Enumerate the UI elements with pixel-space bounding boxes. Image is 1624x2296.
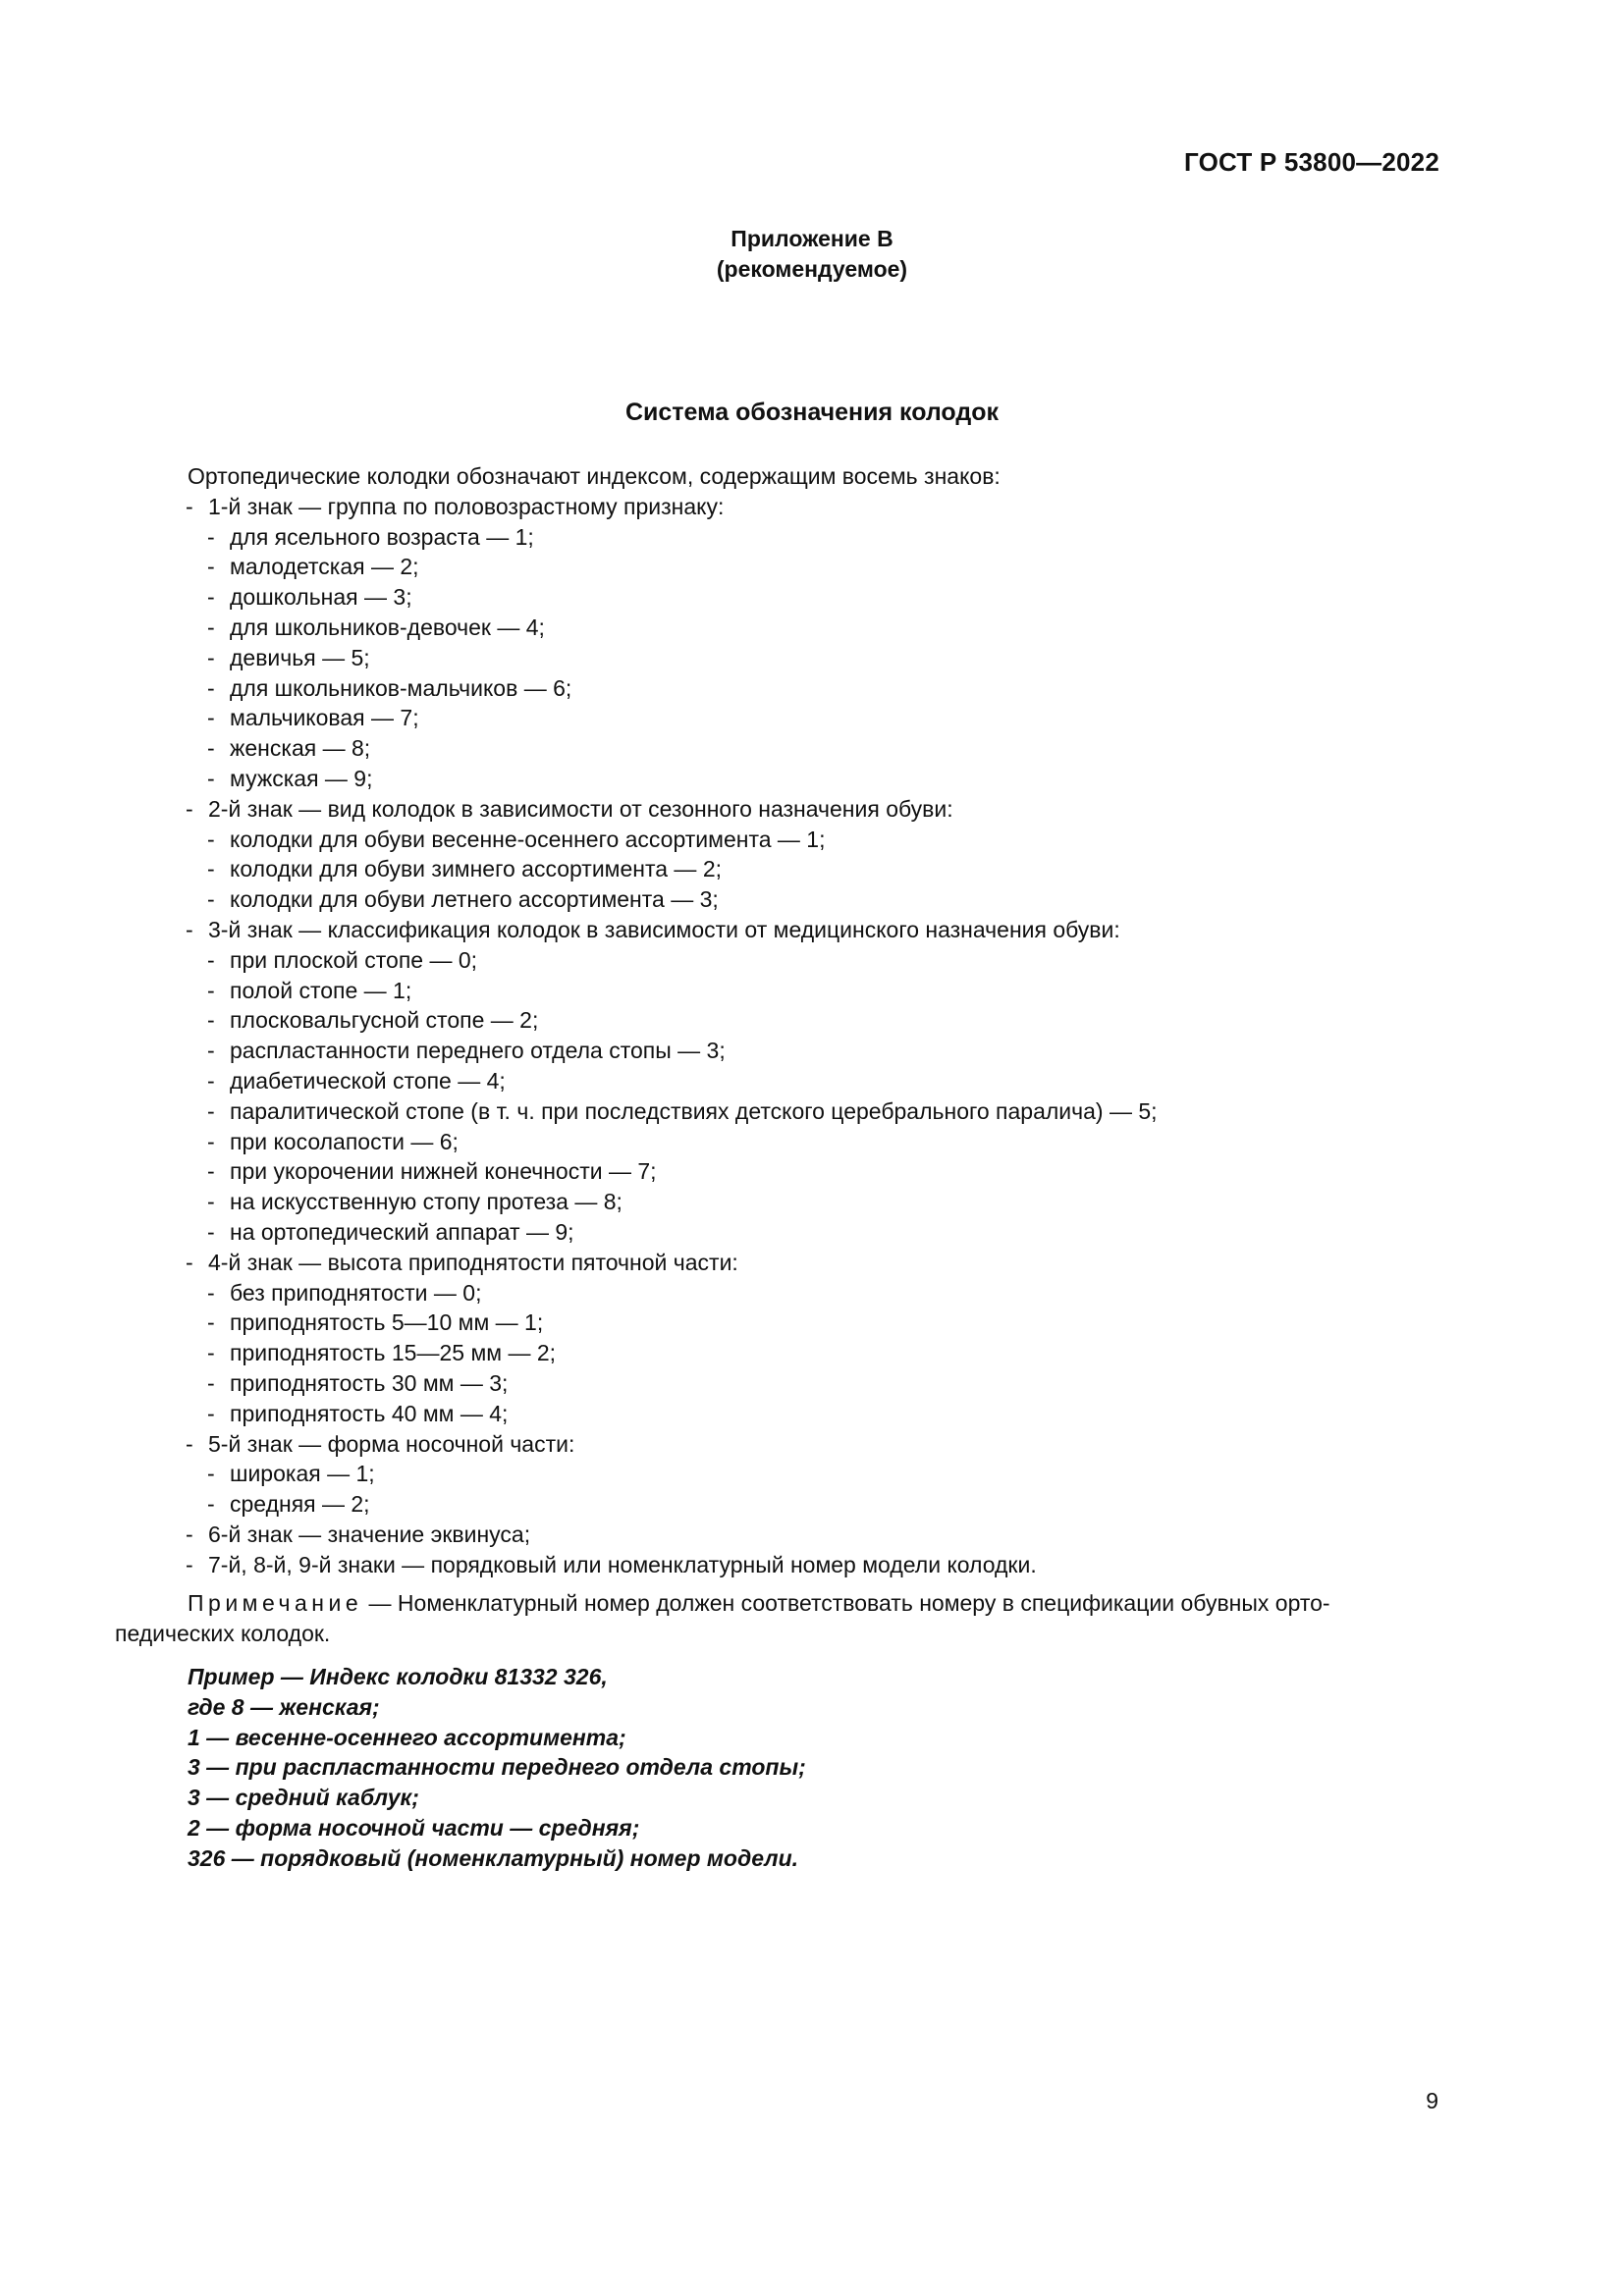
sign-subitem: [115, 613, 1440, 643]
sign-subitem: [115, 1338, 1440, 1368]
list-dash: -: [186, 916, 193, 942]
list-dash: -: [207, 856, 215, 882]
document-code: ГОСТ Р 53800—2022: [1184, 147, 1439, 177]
appendix-title: Приложение В: [731, 226, 893, 251]
sign-subitem: [115, 1308, 1440, 1338]
list-dash: -: [207, 523, 215, 550]
list-dash: -: [186, 1521, 193, 1547]
list-dash: -: [207, 554, 215, 580]
subitem-text: девичья — 5;: [230, 644, 370, 670]
subitem-text: паралитической стопе (в т. ч. при последствиях детского церебрального паралича) — 5;: [230, 1097, 1158, 1124]
intro-paragraph: Ортопедические колодки обозначают индексом, содержащим восемь знаков:: [188, 463, 1001, 489]
list-dash: -: [207, 1340, 215, 1366]
list-dash: -: [207, 644, 215, 670]
sign-subitem: [115, 1096, 1440, 1127]
list-dash: -: [207, 1461, 215, 1487]
sign-subitem: [115, 764, 1440, 794]
subitem-text: приподнятость 5—10 мм — 1;: [230, 1309, 544, 1336]
example-line: Пример — Индекс колодки 81332 326,: [188, 1664, 608, 1690]
sign-subitem: [115, 1005, 1440, 1036]
note-paragraph: [115, 1588, 1440, 1649]
list-dash: -: [186, 1430, 193, 1457]
sign-text: 5-й знак — форма носочной части:: [208, 1430, 575, 1457]
subitem-text: на искусственную стопу протеза — 8;: [230, 1189, 623, 1215]
sign-item: [115, 1520, 1440, 1550]
subitem-text: женская — 8;: [230, 735, 371, 762]
list-dash: -: [207, 1097, 215, 1124]
subitem-text: колодки для обуви весенне-осеннего ассортимента — 1;: [230, 826, 826, 852]
sign-text: 7-й, 8-й, 9-й знаки — порядковый или номенклатурный номер модели колодки.: [208, 1551, 1037, 1577]
list-dash: -: [207, 614, 215, 640]
list-dash: -: [207, 1279, 215, 1306]
list-dash: -: [207, 977, 215, 1003]
sign-item: [115, 492, 1440, 522]
list-dash: -: [207, 1067, 215, 1094]
example-line: 2 — форма носочной части — средняя;: [188, 1815, 640, 1842]
list-dash: -: [207, 765, 215, 791]
sign-text: 3-й знак — классификация колодок в зависимости от медицинского назначения обуви:: [208, 916, 1120, 942]
sign-subitem: [115, 825, 1440, 855]
subitem-text: широкая — 1;: [230, 1461, 375, 1487]
list-dash: -: [186, 1249, 193, 1275]
sign-text: 4-й знак — высота приподнятости пяточной части:: [208, 1249, 738, 1275]
list-dash: -: [207, 1158, 215, 1185]
example-line: где 8 — женская;: [188, 1693, 380, 1720]
section-title: Система обозначения колодок: [624, 399, 1000, 426]
subitem-text: распластанности переднего отдела стопы — 3;: [230, 1038, 726, 1064]
subitem-text: мальчиковая — 7;: [230, 705, 419, 731]
sign-subitem: [115, 673, 1440, 704]
list-dash: -: [207, 1309, 215, 1336]
list-dash: -: [207, 886, 215, 913]
sign-subitem: [115, 884, 1440, 915]
note-label: Примечание: [188, 1590, 363, 1617]
list-dash: -: [207, 1189, 215, 1215]
document-body: [115, 461, 1440, 1874]
subitem-text: колодки для обуви летнего ассортимента — 3;: [230, 886, 719, 913]
sign-subitem: [115, 1127, 1440, 1157]
sign-text: 2-й знак — вид колодок в зависимости от сезонного назначения обуви:: [208, 795, 953, 822]
list-dash: -: [207, 1128, 215, 1154]
sign-subitem: [115, 1368, 1440, 1399]
sign-text: 6-й знак — значение эквинуса;: [208, 1521, 531, 1547]
sign-subitem: [115, 945, 1440, 976]
subitem-text: полой стопе — 1;: [230, 977, 412, 1003]
subitem-text: при плоской стопе — 0;: [230, 946, 478, 973]
sign-subitem: [115, 1489, 1440, 1520]
list-dash: -: [186, 493, 193, 519]
example-line: 1 — весенне-осеннего ассортимента;: [188, 1724, 626, 1750]
list-dash: -: [186, 1551, 193, 1577]
list-dash: -: [207, 705, 215, 731]
sign-subitem: [115, 1066, 1440, 1096]
example-line: 3 — средний каблук;: [188, 1785, 419, 1811]
appendix-heading: [0, 224, 1624, 285]
page-number: 9: [1426, 2088, 1438, 2113]
subitem-text: диабетической стопе — 4;: [230, 1067, 506, 1094]
note-text: — Номенклатурный номер должен соответствовать номеру в спецификации обувных орто-педических колодок.: [115, 1590, 1330, 1647]
example-line: 3 — при распластанности переднего отдела стопы;: [188, 1754, 806, 1781]
subitem-text: приподнятость 30 мм — 3;: [230, 1369, 509, 1396]
subitem-text: при косолапости — 6;: [230, 1128, 459, 1154]
sign-subitem: [115, 854, 1440, 884]
list-dash: -: [186, 795, 193, 822]
sign-item: [115, 915, 1440, 945]
sign-subitem: [115, 703, 1440, 733]
sign-subitem: [115, 552, 1440, 582]
sign-subitem: [115, 1399, 1440, 1429]
subitem-text: при укорочении нижней конечности — 7;: [230, 1158, 657, 1185]
subitem-text: приподнятость 15—25 мм — 2;: [230, 1340, 557, 1366]
subitem-text: на ортопедический аппарат — 9;: [230, 1218, 574, 1245]
list-dash: -: [207, 1491, 215, 1518]
subitem-text: средняя — 2;: [230, 1491, 370, 1518]
list-dash: -: [207, 826, 215, 852]
example-block: [115, 1662, 1440, 1874]
subitem-text: колодки для обуви зимнего ассортимента — 2;: [230, 856, 723, 882]
sign-subitem: [115, 1187, 1440, 1217]
sign-subitem: [115, 1036, 1440, 1066]
list-dash: -: [207, 946, 215, 973]
sign-item: [115, 794, 1440, 825]
subitem-text: для школьников-мальчиков — 6;: [230, 674, 572, 701]
subitem-text: приподнятость 40 мм — 4;: [230, 1400, 509, 1426]
sign-subitem: [115, 733, 1440, 764]
sign-subitem: [115, 643, 1440, 673]
signs-list: [115, 492, 1440, 1580]
subitem-text: без приподнятости — 0;: [230, 1279, 482, 1306]
sign-subitem: [115, 1278, 1440, 1308]
sign-subitem: [115, 976, 1440, 1006]
list-dash: -: [207, 1007, 215, 1034]
sign-subitem: [115, 582, 1440, 613]
list-dash: -: [207, 1369, 215, 1396]
sign-subitem: [115, 1217, 1440, 1248]
subitem-text: дошкольная — 3;: [230, 584, 412, 611]
list-dash: -: [207, 1038, 215, 1064]
sign-item: [115, 1248, 1440, 1278]
sign-subitem: [115, 1459, 1440, 1489]
subitem-text: для ясельного возраста — 1;: [230, 523, 534, 550]
subitem-text: плосковальгусной стопе — 2;: [230, 1007, 539, 1034]
list-dash: -: [207, 674, 215, 701]
appendix-status: (рекомендуемое): [716, 256, 908, 282]
sign-item: [115, 1550, 1440, 1580]
list-dash: -: [207, 735, 215, 762]
sign-text: 1-й знак — группа по половозрастному признаку:: [208, 493, 725, 519]
list-dash: -: [207, 1400, 215, 1426]
sign-subitem: [115, 1156, 1440, 1187]
subitem-text: мужская — 9;: [230, 765, 373, 791]
sign-subitem: [115, 522, 1440, 553]
sign-item: [115, 1429, 1440, 1460]
subitem-text: малодетская — 2;: [230, 554, 419, 580]
list-dash: -: [207, 584, 215, 611]
list-dash: -: [207, 1218, 215, 1245]
example-line: 326 — порядковый (номенклатурный) номер модели.: [188, 1844, 799, 1871]
subitem-text: для школьников-девочек — 4;: [230, 614, 545, 640]
